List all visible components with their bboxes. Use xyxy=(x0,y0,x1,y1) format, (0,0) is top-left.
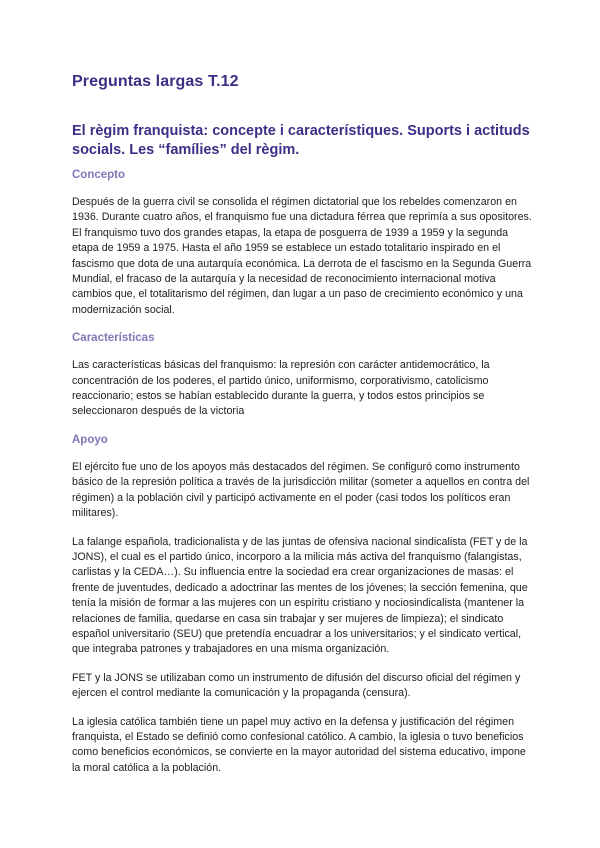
document-title: Preguntas largas T.12 xyxy=(72,73,239,90)
subheading-apoyo: Apoyo xyxy=(72,433,108,446)
subheading-caracteristicas: Características xyxy=(72,332,155,345)
paragraph: Después de la guerra civil se consolida el régimen dictatorial que los rebeldes comenzaron en 1936. Durante cuatro años, el franquismo fue una dictadura férrea que reprimía a sus opositores. El franquismo tuvo dos grandes etapas, la etapa de posguerra de 1939 a 1959 y la segunda etapa de 1959 a 1975. Hasta el año 1959 se establece un estado totalitario inspirado en el fascismo que dota de una autarquía económica. La derrota de el fascismo en la Segunda Guerra Mundial, el fracaso de la autarquía y la necesidad de reconocimiento internacional motiva cambios que, el totalitarismo del régimen, dan lugar a un paso de crecimiento económico y una modernización social. xyxy=(72,196,532,316)
subheading-concepto: Concepto xyxy=(72,169,126,181)
paragraph: La falange española, tradicionalista y de las juntas de ofensiva nacional sindicalista (FET y de la JONS), el cual es el partido único, incorporo a la milicia más activa del franquismo (falangistas, carlistas y la CEDA…). Su influencia entre la sociedad era crear organizaciones de masas: el frente de juventudes, dedicado a adoctrinar las mentes de los jóvenes; la sección femenina, que tenía la misión de formar a las mujeres con un espíritu cristiano y nociosindicalista (mantener la relaciones de familia, quedarse en casa sin trabajar y ser mujeres de limpieza); el sindicato español universitario (SEU) que pretendía encuadrar a los universitarios; y el sindicato vertical, que integraba patrones y trabajadores en una misma organización. xyxy=(72,535,528,656)
document-body xyxy=(72,168,532,789)
section-heading: El règim franquista: concepte i característiques. Suports i actituds socials. Les “famílies” del règim. xyxy=(72,123,530,158)
paragraph: El ejército fue uno de los apoyos más destacados del régimen. Se configuró como instrumento básico de la represión política a través de la jurisdicción militar (someter a aquellos en contra del régimen) a la población civil y participó activamente en el poder (casi todos los políticos eran militares). xyxy=(72,460,530,520)
paragraph: Las características básicas del franquismo: la represión con carácter antidemocrático, la concentración de los poderes, el partido único, uniformismo, corporativismo, catolicismo reaccionario; estos se habían establecido durante la guerra, y todos estos principios se seleccionaron después de la victoria xyxy=(72,359,490,418)
paragraph: La iglesia católica también tiene un papel muy activo en la defensa y justificación del régimen franquista, el Estado se definió como confesional católico. A cambio, la iglesia o tuvo beneficios como beneficios económicos, se convierte en la mayor autoridad del sistema educativo, impone la moral católica a la población. xyxy=(72,715,526,774)
paragraph: FET y la JONS se utilizaban como un instrumento de difusión del discurso oficial del régimen y ejercen el control mediante la comunicación y la propaganda (censura). xyxy=(72,671,521,700)
